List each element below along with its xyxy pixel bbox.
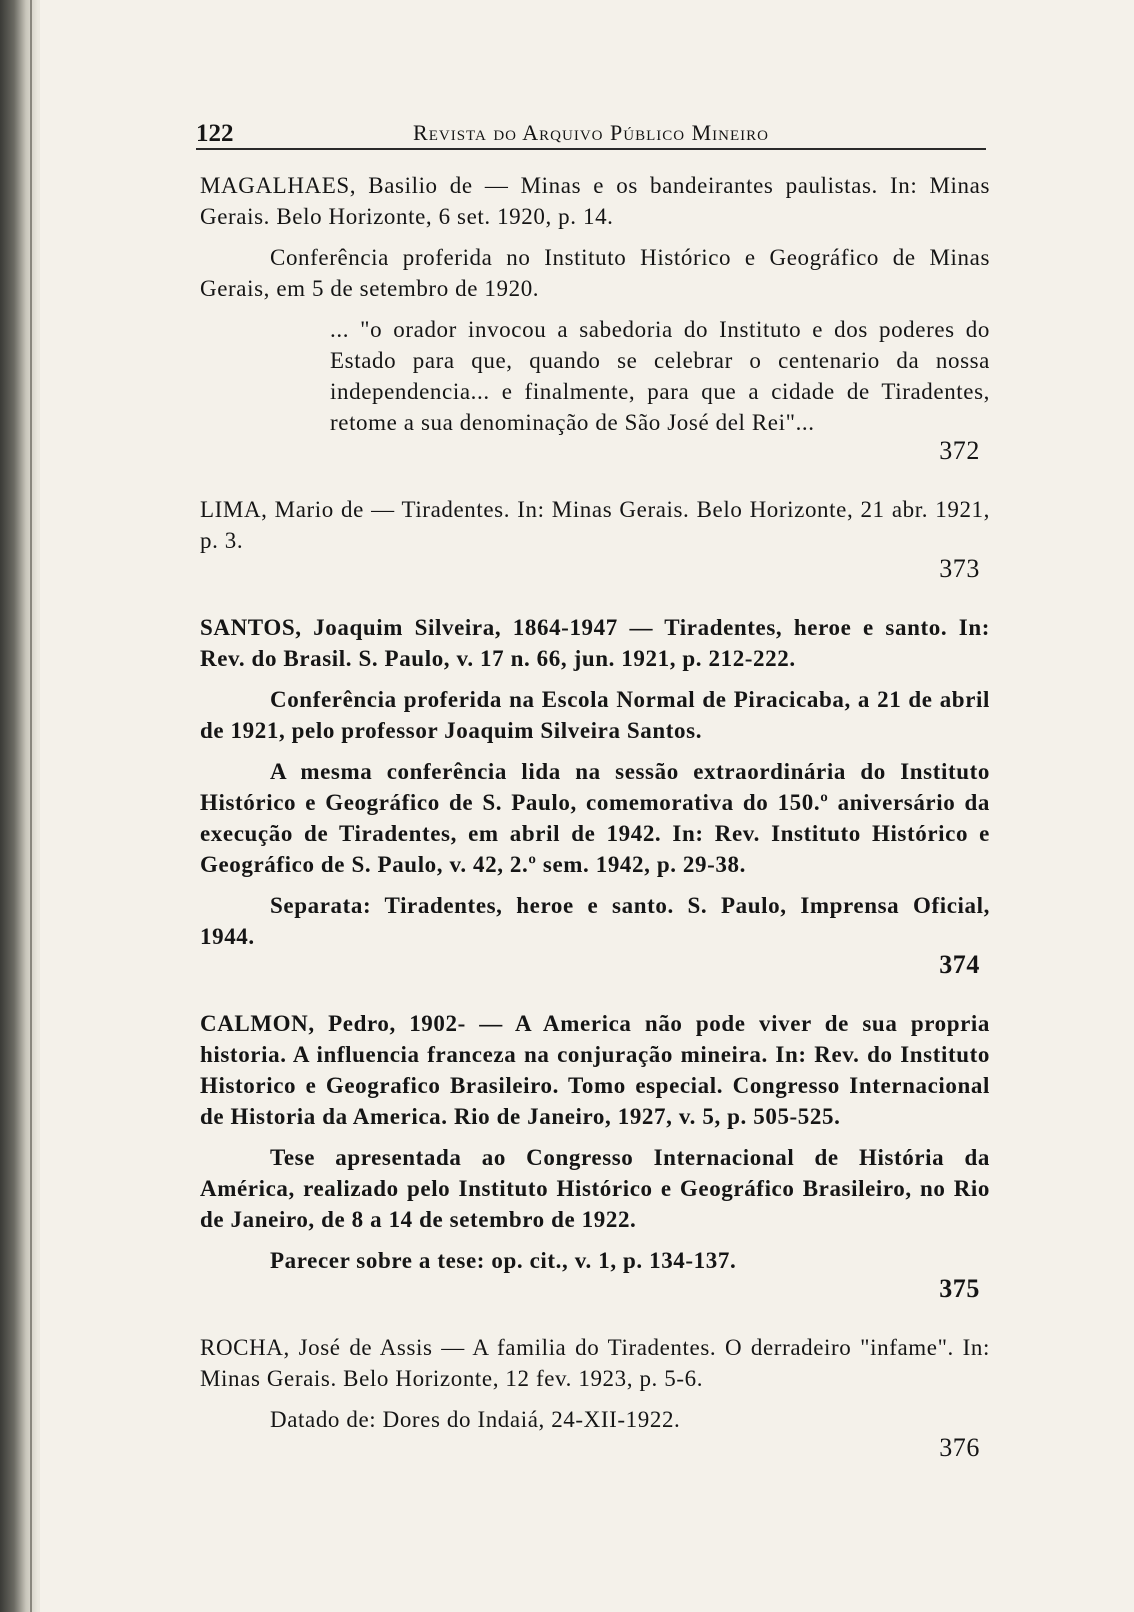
entry-citation: ROCHA, José de Assis — A familia do Tiradentes. O derradeiro "infame". In: Minas Gerais. Belo Horizonte, 12 fev. 1923, p. 5-6.: [200, 1335, 990, 1391]
entry-number: 374: [939, 950, 980, 979]
entry-citation: MAGALHAES, Basilio de — Minas e os bandeirantes paulistas. In: Minas Gerais. Belo Horizonte, 6 set. 1920, p. 14.: [200, 173, 990, 229]
entry-note: A mesma conferência lida na sessão extraordinária do Instituto Histórico e Geográfico de S. Paulo, comemorativa do 150.º aniversário da execução de Tiradentes, em abril de 1942. In: Rev. Instituto Histórico e Geográfico de S. Paulo, v. 42, 2.º sem. 1942, p. 29-38.: [200, 759, 990, 877]
page-header: [196, 116, 986, 150]
entry-number: 376: [939, 1433, 980, 1462]
entry-372: [200, 170, 990, 464]
entry-374: [200, 612, 990, 978]
entry-373: [200, 494, 990, 582]
entry-376: [200, 1332, 990, 1461]
book-binding-edge: [0, 0, 40, 1612]
entry-number: 375: [939, 1274, 980, 1303]
entry-note: Parecer sobre a tese: op. cit., v. 1, p. 134-137.: [270, 1248, 737, 1273]
binding-gutter-line: [30, 0, 32, 1612]
entry-note: Conferência proferida no Instituto Histórico e Geográfico de Minas Gerais, em 5 de setembro de 1920.: [200, 245, 990, 301]
entry-note: Datado de: Dores do Indaiá, 24-XII-1922.: [270, 1407, 681, 1432]
entry-citation: SANTOS, Joaquim Silveira, 1864-1947 — Tiradentes, heroe e santo. In: Rev. do Brasil. S. Paulo, v. 17 n. 66, jun. 1921, p. 212-222.: [200, 615, 990, 671]
entry-citation: CALMON, Pedro, 1902- — A America não pode viver de sua propria historia. A influencia franceza na conjuração mineira. In: Rev. do Instituto Historico e Geografico Brasileiro. Tomo especial. Congresso Internacional de Historia da America. Rio de Janeiro, 1927, v. 5, p. 505-525.: [200, 1011, 990, 1129]
entry-note: Conferência proferida na Escola Normal de Piracicaba, a 21 de abril de 1921, pelo professor Joaquim Silveira Santos.: [200, 687, 990, 743]
bibliography-entries: [200, 170, 990, 1481]
entry-note: Separata: Tiradentes, heroe e santo. S. Paulo, Imprensa Oficial, 1944.: [200, 893, 990, 949]
entry-citation: LIMA, Mario de — Tiradentes. In: Minas Gerais. Belo Horizonte, 21 abr. 1921, p. 3.: [200, 497, 990, 553]
entry-quote: ... "o orador invocou a sabedoria do Instituto e dos poderes do Estado para que, quando se celebrar o centenario da nossa independencia... e finalmente, para que a cidade de Tiradentes, retome a sua denominação de São José del Rei"...: [330, 317, 990, 435]
entry-number: 372: [939, 436, 980, 465]
entry-note: Tese apresentada ao Congresso Internacional de História da América, realizado pelo Instituto Histórico e Geográfico Brasileiro, no Rio de Janeiro, de 8 a 14 de setembro de 1922.: [200, 1145, 990, 1232]
page-number: 122: [196, 120, 234, 147]
running-title: Revista do Arquivo Público Mineiro: [413, 120, 769, 145]
entry-375: [200, 1008, 990, 1302]
entry-number: 373: [939, 554, 980, 583]
